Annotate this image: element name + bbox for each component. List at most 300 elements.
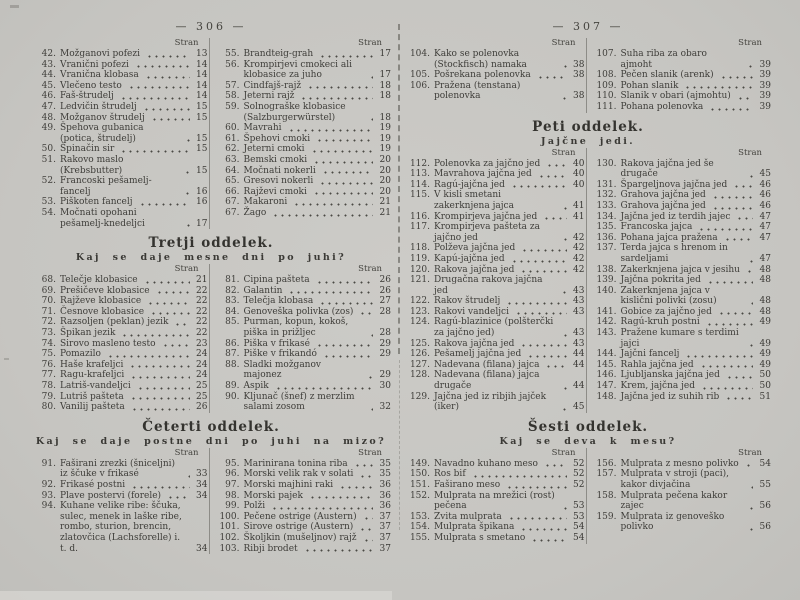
entry-page-ref: 17 [379, 70, 391, 81]
dot-leader [520, 344, 566, 347]
dot-leader [748, 528, 753, 531]
entry-title: Cindfajš-rajž [243, 80, 302, 91]
entry-number: 65. [225, 176, 240, 187]
entry-title: Vanilij pašteta [60, 402, 125, 413]
entry-number: 147. [596, 381, 617, 392]
dot-leader [531, 539, 566, 542]
dot-leader [184, 192, 190, 195]
toc-entry [214, 480, 393, 491]
entry-number: 135. [596, 222, 617, 233]
entry-title: Jajčni fancelj [620, 349, 680, 360]
entry-title: Faširano meso [434, 480, 501, 490]
toc-entry [30, 208, 209, 229]
entry-title: Mulprata iz genoveško polivko [620, 511, 725, 533]
entry-number: 153. [409, 511, 430, 522]
entry-number: 149. [409, 458, 430, 469]
entry-title: Vranična klobasa [60, 70, 139, 81]
entry-title: Rakova jajčna jed [434, 264, 515, 275]
dot-leader [737, 97, 753, 100]
entry-title: Morski velik rak v solati [243, 469, 354, 480]
entry-title: Školjkin (mušeljnov) rajž [243, 532, 357, 543]
toc-entry [30, 459, 209, 480]
dot-leader [167, 496, 189, 499]
column-pair [30, 448, 392, 554]
toc-entry [214, 533, 393, 544]
dot-leader [369, 334, 373, 337]
entry-number: 83. [225, 296, 240, 307]
toc-entry [214, 392, 393, 413]
stran-column-label: Stran [174, 38, 199, 48]
dot-leader [129, 365, 189, 368]
entry-page-ref: 34 [196, 543, 208, 554]
entry-number: 67. [225, 197, 240, 208]
dot-leader [363, 517, 373, 520]
toc-entry [404, 307, 586, 318]
entry-title: Ragú-kruh postni [620, 317, 700, 328]
toc-entry [214, 317, 393, 338]
entry-page-ref: 51 [759, 391, 771, 402]
entry-page-ref: 15 [196, 112, 208, 123]
entry-number: 66. [225, 186, 240, 197]
entry-title: Razsoljen (peklan) jezik [60, 317, 169, 328]
entry-number: 89. [225, 381, 240, 392]
toc-entry [214, 49, 393, 60]
dot-leader [724, 238, 753, 241]
entry-page-ref: 18 [379, 112, 391, 123]
toc-entry [30, 60, 209, 71]
entry-title: Jeterni cmoki [243, 144, 305, 155]
toc-entry [591, 491, 773, 512]
entry-number: 142. [596, 317, 617, 328]
entry-number: 57. [225, 80, 240, 91]
dot-leader [316, 344, 373, 347]
column-pair [404, 148, 772, 413]
dot-leader [561, 97, 566, 100]
page-307 [404, 0, 772, 544]
dot-leader [143, 108, 190, 111]
toc-entry [214, 307, 393, 318]
toc-entry [404, 180, 586, 191]
entry-title: Sirovo masleno testo [60, 338, 156, 349]
dot-leader [561, 291, 567, 294]
entry-title: Faš-štrudelj [60, 91, 114, 102]
entry-page-ref: 14 [196, 80, 208, 91]
entry-title: Žago [243, 207, 267, 218]
entry-page-ref: 46 [759, 200, 771, 211]
entry-page-ref: 43 [573, 285, 585, 296]
entry-title: Frikasé postni [60, 480, 126, 490]
toc-entry [214, 339, 393, 350]
entry-title: Jajčna pokrita jed [620, 275, 701, 286]
toc-entry [30, 480, 209, 491]
entry-title: V kisli smetani zakerknjena jajca [434, 190, 514, 211]
dot-leader [506, 302, 566, 305]
entry-title: Zakerknjena jajca v jesihu [620, 264, 740, 275]
entry-title: Pohana jajca pražena [620, 232, 718, 243]
toc-section [30, 235, 392, 413]
entry-page-ref: 44 [573, 349, 585, 360]
stran-column-label: Stran [174, 447, 199, 458]
entry-page-ref: 47 [759, 211, 771, 222]
entry-page-ref: 47 [759, 222, 771, 233]
dot-leader [709, 108, 753, 111]
dot-leader [271, 507, 373, 510]
entry-title: Morski majhini raki [243, 480, 334, 490]
dot-leader [144, 281, 190, 284]
dot-leader [316, 139, 373, 142]
dot-leader [698, 228, 753, 231]
entry-page-ref: 54 [759, 458, 771, 469]
toc-section [404, 119, 772, 413]
toc-entry [30, 286, 209, 297]
entry-page-ref: 43 [573, 296, 585, 307]
toc-entry [214, 459, 393, 470]
entry-page-ref: 18 [379, 80, 391, 91]
entry-number: 55. [225, 49, 240, 59]
entry-number: 46. [41, 91, 56, 102]
entry-number: 121. [409, 275, 430, 286]
entry-title: Rakovo maslo (Krebsbutter) [60, 154, 124, 176]
dot-leader [151, 118, 190, 121]
dot-leader [707, 281, 753, 284]
dot-leader [137, 387, 190, 390]
column-pair [30, 38, 392, 229]
entry-number: 131. [596, 179, 617, 190]
toc-entry [214, 469, 393, 480]
toc-column [209, 264, 393, 413]
column-pair [30, 264, 392, 413]
entry-page-ref: 47 [759, 232, 771, 243]
entry-title: Pošrekana polenovka [434, 70, 531, 81]
entry-title: Krem, jajčna jed [620, 381, 695, 392]
entry-number: 156. [596, 458, 617, 469]
entry-title: Krompirjeva jajčna jed [434, 211, 538, 222]
section-subtitle: Kaj se daje mesne dni po juhi? [75, 252, 347, 264]
entry-page-ref: 52 [573, 480, 585, 490]
dot-leader [354, 464, 373, 467]
entry-title: Ros bif [434, 469, 466, 480]
entry-title: Kljunač (šnef) z merzlim salami zosom [243, 391, 355, 413]
entry-page-ref: 22 [196, 285, 208, 296]
dot-leader [521, 249, 566, 252]
dot-leader [316, 281, 373, 284]
entry-page-ref: 46 [759, 179, 771, 190]
entry-page-ref: 36 [379, 480, 391, 490]
entry-number: 129. [409, 391, 430, 402]
entry-number: 77. [41, 370, 56, 381]
toc-entry [30, 81, 209, 92]
toc-entry [30, 197, 209, 208]
toc-entry [214, 501, 393, 512]
entry-number: 138. [596, 264, 617, 275]
toc-entry [214, 166, 393, 177]
toc-entry [404, 265, 586, 276]
toc-entry [404, 392, 586, 413]
entry-title: Rakov štrudelj [434, 296, 501, 307]
toc-entry [214, 91, 393, 102]
toc-entry [30, 349, 209, 360]
stran-column-label: Stran [738, 147, 762, 158]
entry-page-ref: 42 [573, 243, 585, 254]
toc-entry [591, 49, 773, 70]
dot-leader [288, 291, 373, 294]
entry-title: Špinačin sir [60, 144, 115, 155]
dot-leader [121, 334, 189, 337]
dot-leader [562, 334, 566, 337]
entry-number: 94. [41, 501, 56, 512]
entry-page-ref: 37 [379, 511, 391, 522]
dot-leader [706, 323, 753, 326]
entry-page-ref: 15 [196, 133, 208, 144]
toc-section [404, 38, 772, 113]
toc-entry [30, 155, 209, 176]
entry-page-ref: 25 [196, 391, 208, 402]
entry-number: 59. [225, 101, 240, 112]
entry-number: 123. [409, 306, 430, 317]
entry-title: Mulprata s smetano [434, 532, 526, 543]
entry-number: 61. [225, 133, 240, 144]
entry-page-ref: 20 [379, 165, 391, 176]
toc-entry [404, 190, 586, 211]
scan-edge-artifact [0, 591, 392, 600]
entry-title: Telečja klobasa [243, 296, 314, 307]
section-heading: Četerti oddelek. [142, 418, 280, 435]
entry-title: Jajčna jed iz suhih rib [620, 391, 720, 402]
dot-leader [185, 224, 189, 227]
toc-entry [30, 307, 209, 318]
entry-page-ref: 20 [379, 176, 391, 187]
entry-number: 91. [41, 458, 56, 469]
entry-page-ref: 35 [379, 458, 391, 469]
entry-page-ref: 50 [759, 370, 771, 381]
toc-entry [404, 469, 586, 480]
toc-entry [591, 469, 773, 490]
entry-title: Cipina pašteta [243, 275, 310, 286]
entry-page-ref: 32 [379, 402, 391, 413]
entry-title: Slanik v obari (ajmohtu) [620, 91, 731, 102]
entry-title: Vlečeno testo [60, 80, 122, 91]
entry-title: Pešamelj jajčna jed [434, 349, 522, 360]
entry-title: Sladki možganov majonez [243, 359, 321, 381]
entry-page-ref: 39 [759, 91, 771, 102]
entry-page-ref: 15 [196, 101, 208, 112]
entry-number: 143. [596, 328, 617, 339]
entry-page-ref: 54 [573, 532, 585, 543]
toc-entry [591, 190, 773, 201]
entry-title: Kapú-jajčna jed [434, 253, 505, 264]
toc-entry [30, 102, 209, 113]
entry-title: Mulprata na mrežici (rost) pečena [434, 490, 555, 512]
entry-number: 96. [225, 469, 240, 480]
dot-leader [543, 217, 566, 220]
entry-title: Purman, kopun, kokoš, piška in prižljec [243, 317, 349, 339]
binding-gutter-marks-lower [399, 360, 400, 530]
stran-column-label: Stran [358, 38, 382, 48]
entry-page-ref: 34 [196, 490, 208, 501]
column-pair [404, 38, 772, 113]
entry-page-ref: 22 [196, 296, 208, 307]
dot-leader [748, 175, 753, 178]
toc-entry [30, 91, 209, 102]
entry-title: Grahova jajčna jed [620, 190, 706, 201]
entry-page-ref: 37 [379, 543, 391, 554]
entry-title: Piške v frikandó [243, 349, 317, 360]
dot-leader [107, 355, 190, 358]
dot-leader [508, 517, 567, 520]
dot-leader [275, 387, 373, 390]
entry-title: Navadno kuhano meso [434, 458, 538, 469]
entry-number: 85. [225, 317, 240, 328]
toc-entry [214, 197, 393, 208]
entry-page-ref: 38 [573, 59, 585, 70]
entry-number: 86. [225, 338, 240, 349]
toc-column [586, 38, 773, 113]
toc-column [30, 448, 209, 554]
entry-page-ref: 56 [759, 501, 771, 512]
entry-number: 42. [41, 49, 56, 59]
entry-title: Ragú-blazinice (polšterčki za jajčno jed) [434, 317, 554, 339]
entry-title: Ragu-krafeljci [60, 370, 125, 381]
toc-entry [30, 402, 209, 413]
entry-page-ref: 22 [196, 317, 208, 328]
dot-leader [747, 65, 753, 68]
entry-number: 152. [409, 490, 430, 501]
entry-number: 72. [41, 317, 56, 328]
toc-entry [591, 201, 773, 212]
dot-leader [359, 528, 373, 531]
dot-leader [538, 175, 567, 178]
toc-entry [591, 265, 773, 276]
entry-page-ref: 56 [759, 522, 771, 533]
entry-page-ref: 53 [573, 501, 585, 512]
entry-number: 69. [41, 285, 56, 296]
entry-title: Možganovi pofezi [60, 49, 140, 59]
entry-number: 49. [41, 123, 56, 134]
entry-page-ref: 41 [573, 200, 585, 211]
entry-title: Morski pajek [243, 490, 303, 501]
toc-entry [30, 339, 209, 350]
entry-number: 60. [225, 123, 240, 134]
toc-entry [404, 522, 586, 533]
entry-page-ref: 42 [573, 264, 585, 275]
entry-page-ref: 21 [379, 197, 391, 208]
entry-page-ref: 21 [196, 275, 208, 286]
entry-title: Mavrahova jajčna jed [434, 169, 532, 180]
toc-entry [404, 317, 586, 338]
entry-page-ref: 29 [379, 349, 391, 360]
entry-page-ref: 44 [573, 359, 585, 370]
toc-entry [591, 512, 773, 533]
stran-column-label: Stran [738, 447, 762, 458]
dot-leader [120, 150, 189, 153]
column-pair [404, 448, 772, 544]
entry-page-ref: 54 [573, 522, 585, 533]
entry-title: Krompirjevi cmokeci ali klobasice za juho [243, 59, 353, 81]
dot-leader [749, 302, 753, 305]
dot-leader [562, 238, 567, 241]
entry-title: Faširani zrezki (šniceljni) iz ščuke v frikasé [60, 458, 176, 480]
toc-entry [404, 254, 586, 265]
entry-title: Mulprata v stroji (paci), kakor divjačina [620, 469, 730, 490]
toc-entry [591, 81, 773, 92]
entry-page-ref: 19 [379, 144, 391, 155]
toc-entry [30, 328, 209, 339]
page-number-header: — 306 — [175, 20, 247, 33]
dot-leader [545, 365, 566, 368]
entry-title: Terda jajca s hrenom in sardeljami [620, 243, 728, 264]
entry-page-ref: 24 [196, 370, 208, 381]
entry-title: Pražene kumare s terdimi jajci [620, 328, 739, 349]
dot-leader [322, 171, 373, 174]
entry-page-ref: 33 [196, 469, 208, 480]
toc-entry [404, 360, 586, 371]
entry-page-ref: 45 [759, 169, 771, 180]
entry-page-ref: 52 [573, 469, 585, 480]
page-number-header: — 307 — [552, 20, 624, 33]
entry-page-ref: 28 [379, 328, 391, 339]
entry-title: Marinirana tonina riba [243, 458, 348, 469]
dot-leader [520, 528, 566, 531]
entry-number: 151. [409, 480, 430, 490]
entry-title: Jajčna jed iz terdih jajec [620, 211, 731, 222]
toc-entry [214, 60, 393, 81]
stran-column-label: Stran [551, 38, 576, 48]
dot-leader [323, 355, 373, 358]
toc-entry [30, 113, 209, 124]
dot-leader [135, 65, 190, 68]
entry-title: Jajčna jed iz ribjih jajček (iker) [434, 391, 547, 413]
dot-leader [561, 408, 566, 411]
entry-page-ref: 49 [759, 317, 771, 328]
dot-leader [150, 312, 189, 315]
toc-entry [404, 339, 586, 350]
entry-title: Rajževe klobasice [60, 296, 142, 307]
entry-number: 155. [409, 532, 430, 543]
entry-title: Mulprata špikana [434, 522, 515, 533]
entry-number: 109. [596, 80, 617, 91]
entry-title: Česnove klobasice [60, 306, 145, 317]
entry-title: Francoski pešamelj-fancelj [60, 176, 152, 197]
entry-title: Pohana polenovka [620, 101, 704, 112]
toc-entry [591, 70, 773, 81]
toc-entry [591, 370, 773, 381]
dot-leader [720, 76, 753, 79]
dot-leader [319, 302, 373, 305]
entry-page-ref: 28 [379, 306, 391, 317]
entry-title: Kuhane velike ribe: ščuka, sulec, menek in laške ribe, rombo, sturion, brencin, zlatovčica (Lachsforelle) i. t. d. [60, 501, 182, 554]
entry-number: 93. [41, 490, 56, 501]
dot-leader [685, 355, 753, 358]
scan-speck [4, 358, 9, 360]
entry-page-ref: 52 [573, 458, 585, 469]
dot-leader [272, 214, 373, 217]
entry-title: Rakova jajčna jed še drugače [620, 158, 714, 180]
toc-entry [404, 480, 586, 491]
entry-title: Krompirjeva pašteta za jajčno jed [434, 222, 540, 243]
dot-leader [515, 312, 567, 315]
toc-entry [591, 349, 773, 360]
entry-number: 87. [225, 349, 240, 360]
toc-entry [214, 522, 393, 533]
toc-entry [30, 49, 209, 60]
toc-entry [30, 370, 209, 381]
toc-entry [214, 134, 393, 145]
entry-number: 126. [409, 349, 430, 360]
toc-entry [404, 296, 586, 307]
entry-page-ref: 43 [573, 306, 585, 317]
toc-column [209, 38, 393, 229]
entry-title: Polževa jajčna jed [434, 243, 516, 254]
